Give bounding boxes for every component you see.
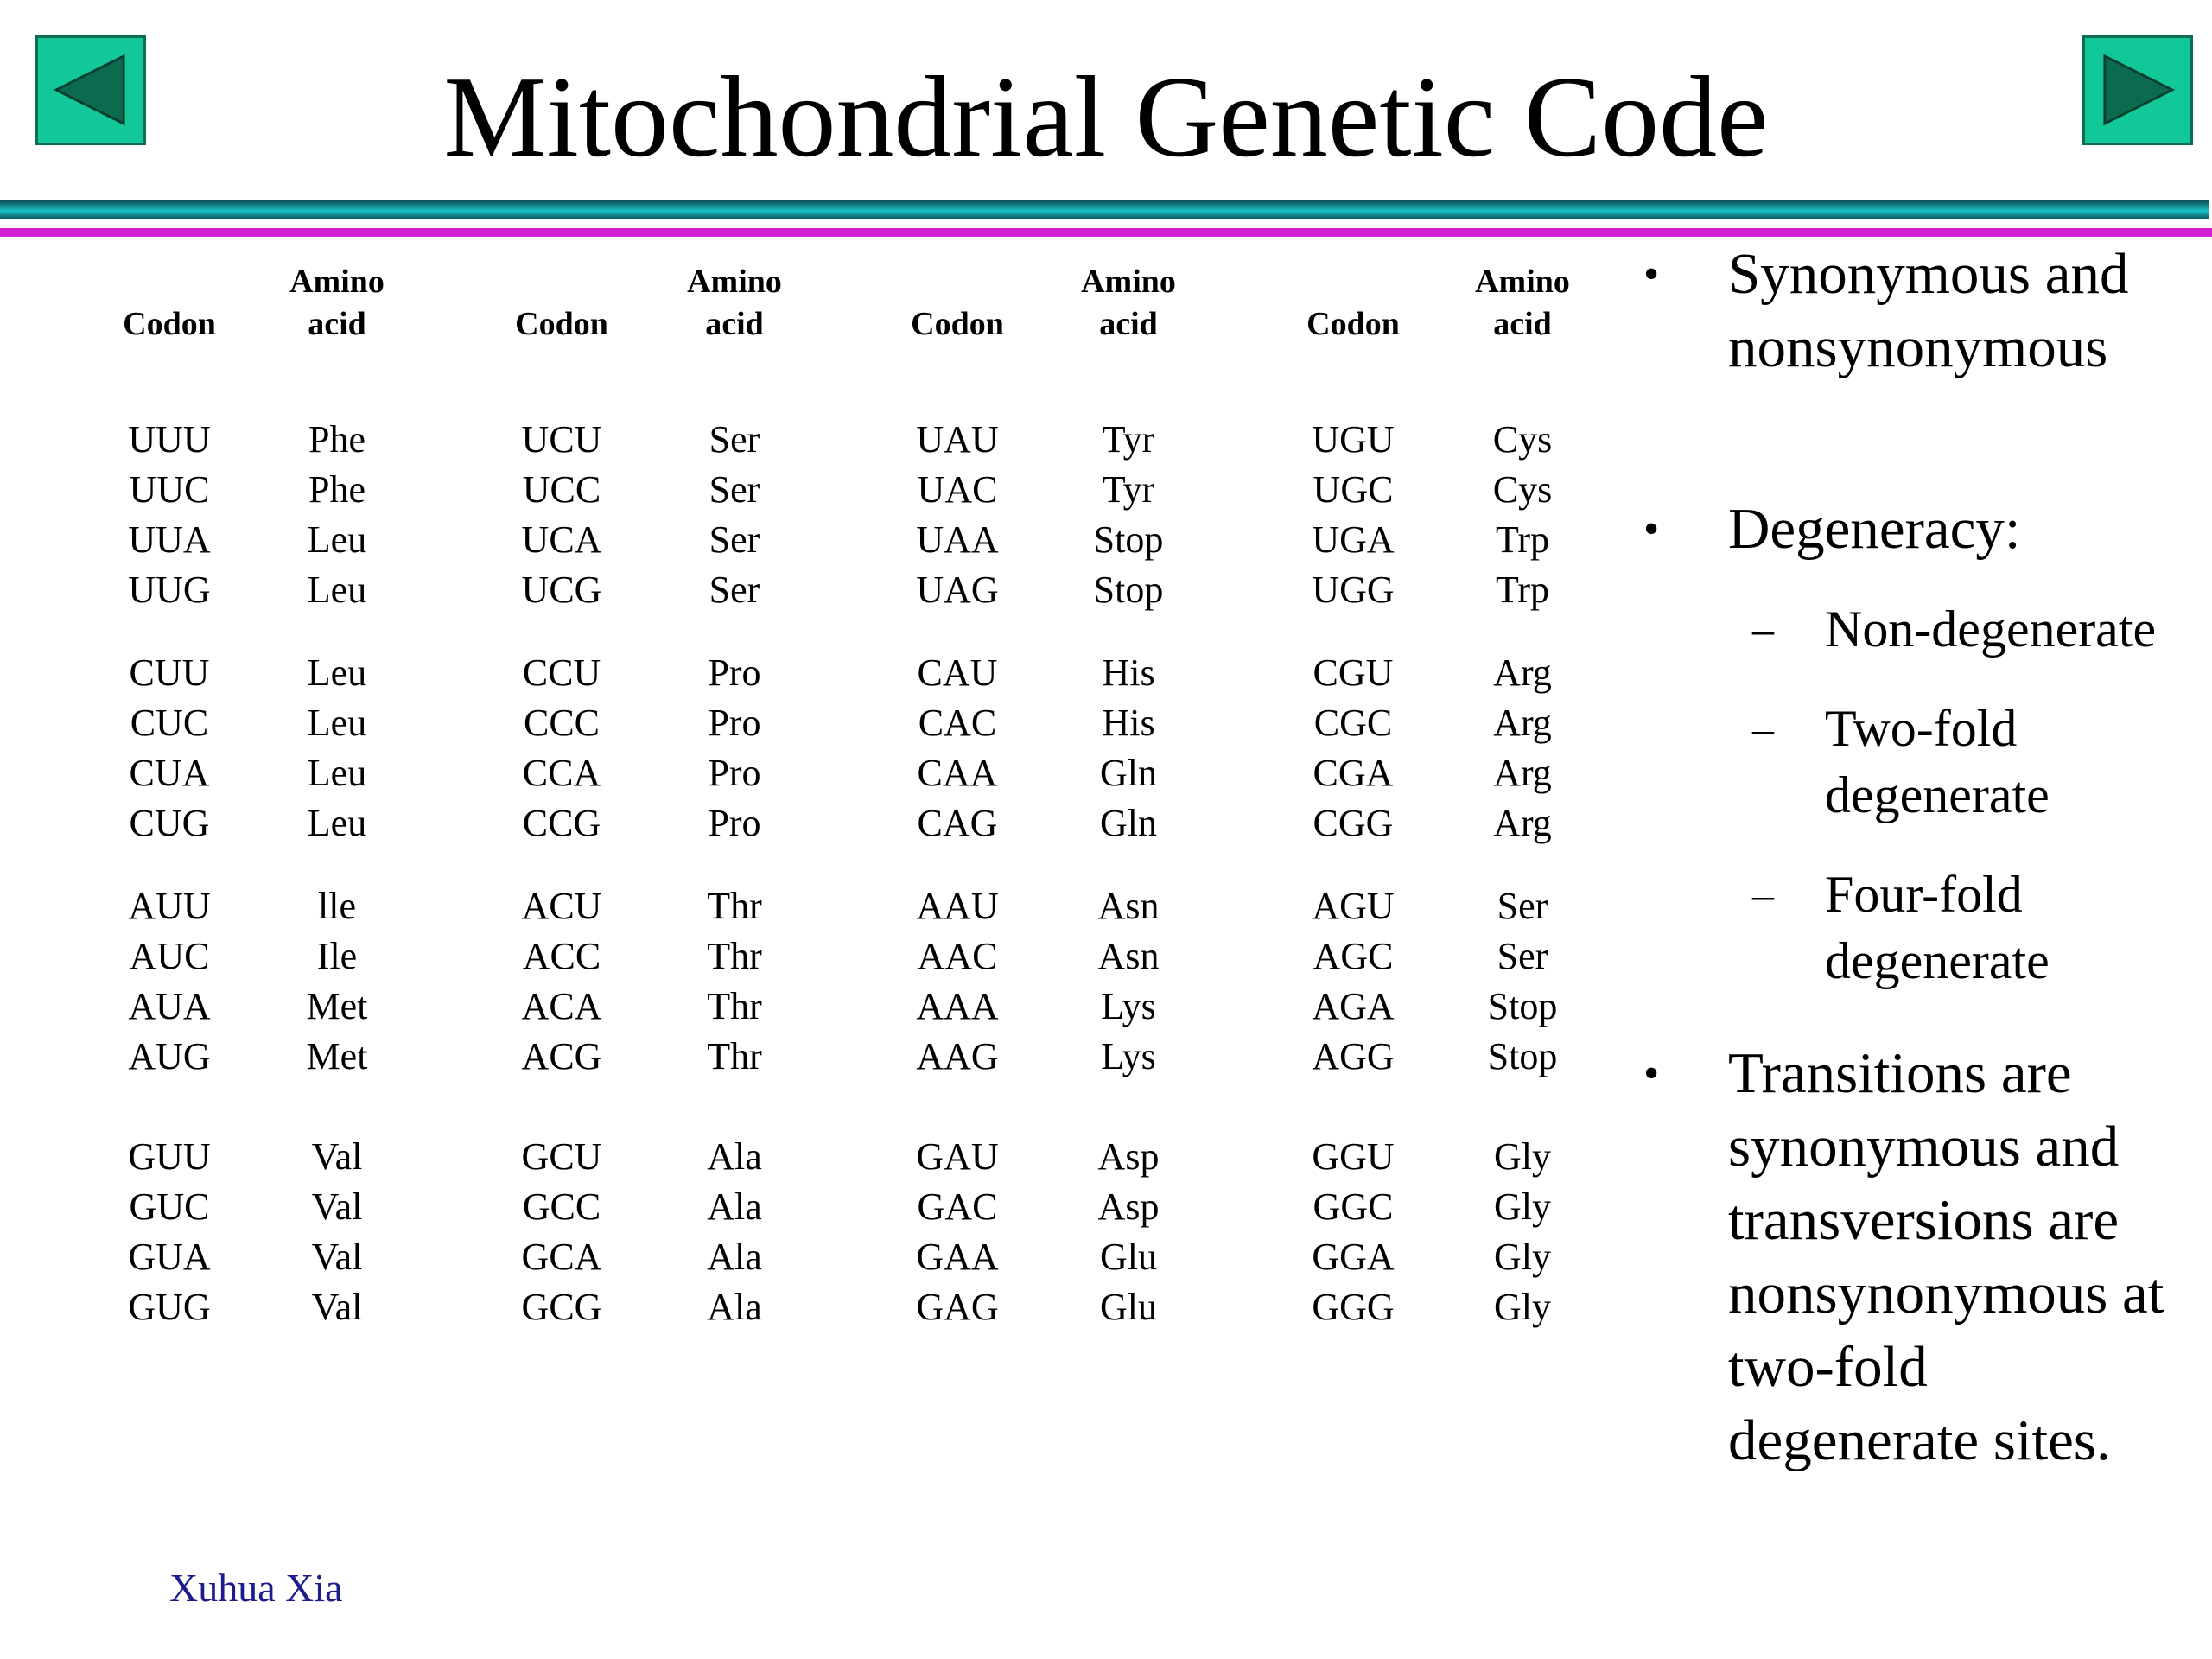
header-codon: Codon: [911, 306, 1004, 342]
codon-cell: GUA: [128, 1236, 211, 1278]
codon-cell: AAG: [916, 1035, 999, 1077]
bullet-3-line-6: degenerate sites.: [1728, 1408, 2111, 1472]
codon-cell: AUU: [128, 885, 211, 927]
amino-acid-cell: Ser: [709, 468, 760, 511]
amino-acid-cell: Cys: [1492, 418, 1553, 461]
header-amino-acid: Amino: [1081, 264, 1176, 300]
codon-cell: CGA: [1313, 752, 1394, 794]
amino-acid-cell: Arg: [1493, 652, 1552, 694]
codon-cell: GGG: [1312, 1286, 1395, 1328]
right-triangle-icon: [2085, 38, 2190, 143]
amino-acid-cell: Phe: [308, 418, 365, 461]
amino-acid-cell: Ala: [707, 1286, 762, 1328]
codon-cell: UGU: [1312, 418, 1395, 461]
amino-acid-cell: Gly: [1494, 1236, 1551, 1278]
codon-cell: AGU: [1312, 885, 1395, 927]
bullet-3-line-2: synonymous and: [1728, 1115, 2120, 1179]
amino-acid-cell: Trp: [1496, 569, 1549, 611]
sub-bullet-2-line-2: degenerate: [1825, 766, 2050, 823]
amino-acid-cell: Stop: [1093, 518, 1164, 561]
sub-bullet-3-line-1: Four-fold: [1825, 866, 2023, 923]
amino-acid-cell: Ser: [709, 518, 760, 561]
codon-cell: CCU: [522, 652, 601, 694]
amino-acid-cell: Gln: [1100, 752, 1157, 794]
amino-acid-cell: Asn: [1097, 885, 1160, 927]
bullet-2: Degeneracy:: [1728, 497, 2021, 561]
codon-cell: UUA: [128, 518, 211, 561]
codon-cell: GCG: [521, 1286, 602, 1328]
codon-cell: CCA: [522, 752, 601, 794]
codon-cell: CUA: [129, 752, 210, 794]
amino-acid-cell: Ala: [707, 1185, 762, 1228]
amino-acid-cell: Gly: [1494, 1135, 1551, 1178]
amino-acid-cell: Met: [306, 1035, 368, 1077]
amino-acid-cell: Leu: [307, 752, 367, 794]
amino-acid-cell: Phe: [308, 468, 365, 511]
amino-acid-cell: Ser: [1497, 885, 1548, 927]
codon-cell: AAA: [916, 985, 999, 1027]
bullet-3-line-3: transversions are: [1728, 1188, 2120, 1252]
header-codon: Codon: [123, 306, 216, 342]
codon-cell: GAU: [916, 1135, 999, 1178]
codon-cell: AUA: [128, 985, 211, 1027]
amino-acid-cell: Thr: [707, 1035, 762, 1077]
codon-cell: CAU: [917, 652, 998, 694]
amino-acid-cell: Tyr: [1102, 418, 1155, 461]
codon-cell: UAU: [916, 418, 999, 461]
codon-cell: UGG: [1312, 569, 1395, 611]
codon-cell: UCU: [521, 418, 602, 461]
sub-bullet-1: Non-degenerate: [1825, 601, 2157, 658]
bullet-marker: •: [1643, 1049, 1660, 1098]
bullet-marker: •: [1643, 250, 1660, 299]
codon-cell: CUG: [129, 802, 210, 844]
header-amino-acid: Amino: [687, 264, 782, 300]
amino-acid-cell: lle: [318, 885, 356, 927]
amino-acid-cell: Arg: [1493, 802, 1552, 844]
amino-acid-cell: Ala: [707, 1236, 762, 1278]
amino-acid-cell: His: [1102, 702, 1155, 744]
codon-cell: UCC: [522, 468, 601, 511]
amino-acid-cell: Arg: [1493, 752, 1552, 794]
codon-cell: AUC: [129, 935, 210, 977]
amino-acid-cell: Pro: [708, 752, 761, 794]
codon-cell: CGG: [1313, 802, 1394, 844]
amino-acid-cell: Ala: [707, 1135, 762, 1178]
header-codon: Codon: [1306, 306, 1400, 342]
codon-cell: CCC: [523, 702, 601, 744]
codon-cell: ACA: [521, 985, 602, 1027]
codon-cell: UAA: [916, 518, 999, 561]
amino-acid-cell: Thr: [707, 985, 762, 1027]
amino-acid-cell: Leu: [307, 518, 367, 561]
sub-bullet-marker: –: [1752, 704, 1774, 753]
header-amino-acid: Amino: [1475, 264, 1570, 300]
codon-cell: GCU: [521, 1135, 602, 1178]
amino-acid-cell: Leu: [307, 702, 367, 744]
amino-acid-cell: Gly: [1494, 1185, 1551, 1228]
header-codon: Codon: [515, 306, 608, 342]
codon-cell: UAG: [916, 569, 999, 611]
amino-acid-cell: Ile: [316, 935, 358, 977]
codon-cell: UCA: [521, 518, 602, 561]
codon-cell: UGA: [1312, 518, 1395, 561]
amino-acid-cell: Tyr: [1102, 468, 1155, 511]
amino-acid-cell: Pro: [708, 652, 761, 694]
amino-acid-cell: Arg: [1493, 702, 1552, 744]
amino-acid-cell: Lys: [1101, 985, 1156, 1027]
header-amino-acid: acid: [1099, 306, 1158, 342]
codon-cell: GUU: [128, 1135, 211, 1178]
codon-cell: CAG: [917, 802, 998, 844]
codon-cell: GGU: [1312, 1135, 1395, 1178]
amino-acid-cell: Lys: [1101, 1035, 1156, 1077]
codon-cell: CAC: [918, 702, 997, 744]
bullet-3-line-5: two-fold: [1728, 1335, 1928, 1399]
codon-cell: ACC: [522, 935, 601, 977]
codon-cell: GGC: [1313, 1185, 1394, 1228]
amino-acid-cell: Val: [311, 1185, 363, 1228]
codon-cell: UUG: [128, 569, 211, 611]
codon-cell: CCG: [522, 802, 601, 844]
amino-acid-cell: Leu: [307, 652, 367, 694]
codon-cell: CGC: [1313, 702, 1393, 744]
bullet-3-line-4: nonsynonymous at: [1728, 1262, 2164, 1325]
codon-cell: GAA: [916, 1236, 999, 1278]
slide-title: Mitochondrial Genetic Code: [443, 53, 1769, 181]
header-amino-acid: acid: [308, 306, 366, 342]
codon-cell: CAA: [917, 752, 998, 794]
codon-cell: UCG: [521, 569, 602, 611]
amino-acid-cell: Ser: [709, 569, 760, 611]
amino-acid-cell: Stop: [1487, 985, 1558, 1027]
next-slide-button[interactable]: [2082, 35, 2193, 145]
amino-acid-cell: Cys: [1492, 468, 1553, 511]
codon-cell: GCA: [521, 1236, 602, 1278]
codon-cell: CGU: [1313, 652, 1394, 694]
amino-acid-cell: Gly: [1494, 1286, 1551, 1328]
codon-cell: AUG: [128, 1035, 211, 1077]
codon-cell: ACU: [521, 885, 602, 927]
amino-acid-cell: Met: [306, 985, 368, 1027]
amino-acid-cell: Stop: [1093, 569, 1164, 611]
amino-acid-cell: Trp: [1496, 518, 1549, 561]
codon-cell: ACG: [521, 1035, 602, 1077]
codon-cell: UGC: [1313, 468, 1394, 511]
codon-cell: GUG: [128, 1286, 211, 1328]
sub-bullet-marker: –: [1752, 870, 1774, 918]
amino-acid-cell: Ser: [1497, 935, 1548, 977]
codon-cell: AAC: [917, 935, 998, 977]
bullet-1-line-2: nonsynonymous: [1728, 315, 2108, 379]
amino-acid-cell: Gln: [1100, 802, 1157, 844]
codon-cell: UUU: [128, 418, 211, 461]
amino-acid-cell: Leu: [307, 569, 367, 611]
codon-cell: GCC: [522, 1185, 601, 1228]
amino-acid-cell: Val: [311, 1286, 363, 1328]
amino-acid-cell: Ser: [709, 418, 760, 461]
codon-cell: UUC: [129, 468, 210, 511]
amino-acid-cell: Asp: [1097, 1185, 1160, 1228]
bullet-3-line-1: Transitions are: [1728, 1041, 2072, 1105]
bullet-1-line-1: Synonymous and: [1728, 242, 2129, 306]
sub-bullet-2-line-1: Two-fold: [1825, 700, 2018, 757]
bullet-list: [1624, 233, 2212, 1529]
amino-acid-cell: Stop: [1487, 1035, 1558, 1077]
author-footer: Xuhua Xia: [169, 1566, 343, 1610]
amino-acid-cell: Thr: [707, 885, 762, 927]
amino-acid-cell: Thr: [707, 935, 762, 977]
amino-acid-cell: Glu: [1100, 1236, 1157, 1278]
codon-cell: GUC: [129, 1185, 210, 1228]
codon-cell: UAC: [917, 468, 998, 511]
header-amino-acid: acid: [1493, 306, 1552, 342]
amino-acid-cell: Glu: [1100, 1286, 1157, 1328]
amino-acid-cell: Pro: [708, 802, 761, 844]
codon-cell: GGA: [1312, 1236, 1395, 1278]
amino-acid-cell: Val: [311, 1236, 363, 1278]
amino-acid-cell: Asp: [1097, 1135, 1160, 1178]
amino-acid-cell: His: [1102, 652, 1155, 694]
header-amino-acid: Amino: [289, 264, 385, 300]
codon-cell: CUU: [129, 652, 210, 694]
codon-cell: GAG: [916, 1286, 999, 1328]
amino-acid-cell: Asn: [1097, 935, 1160, 977]
amino-acid-cell: Val: [311, 1135, 363, 1178]
codon-cell: GAC: [917, 1185, 998, 1228]
codon-cell: CUC: [130, 702, 209, 744]
codon-cell: AGA: [1312, 985, 1395, 1027]
codon-cell: AGG: [1312, 1035, 1395, 1077]
amino-acid-cell: Pro: [708, 702, 761, 744]
codon-cell: AGC: [1313, 935, 1394, 977]
header-amino-acid: acid: [705, 306, 764, 342]
amino-acid-cell: Leu: [307, 802, 367, 844]
sub-bullet-marker: –: [1752, 605, 1774, 653]
sub-bullet-3-line-2: degenerate: [1825, 932, 2050, 989]
codon-cell: AAU: [916, 885, 999, 927]
bullet-marker: •: [1643, 505, 1660, 554]
